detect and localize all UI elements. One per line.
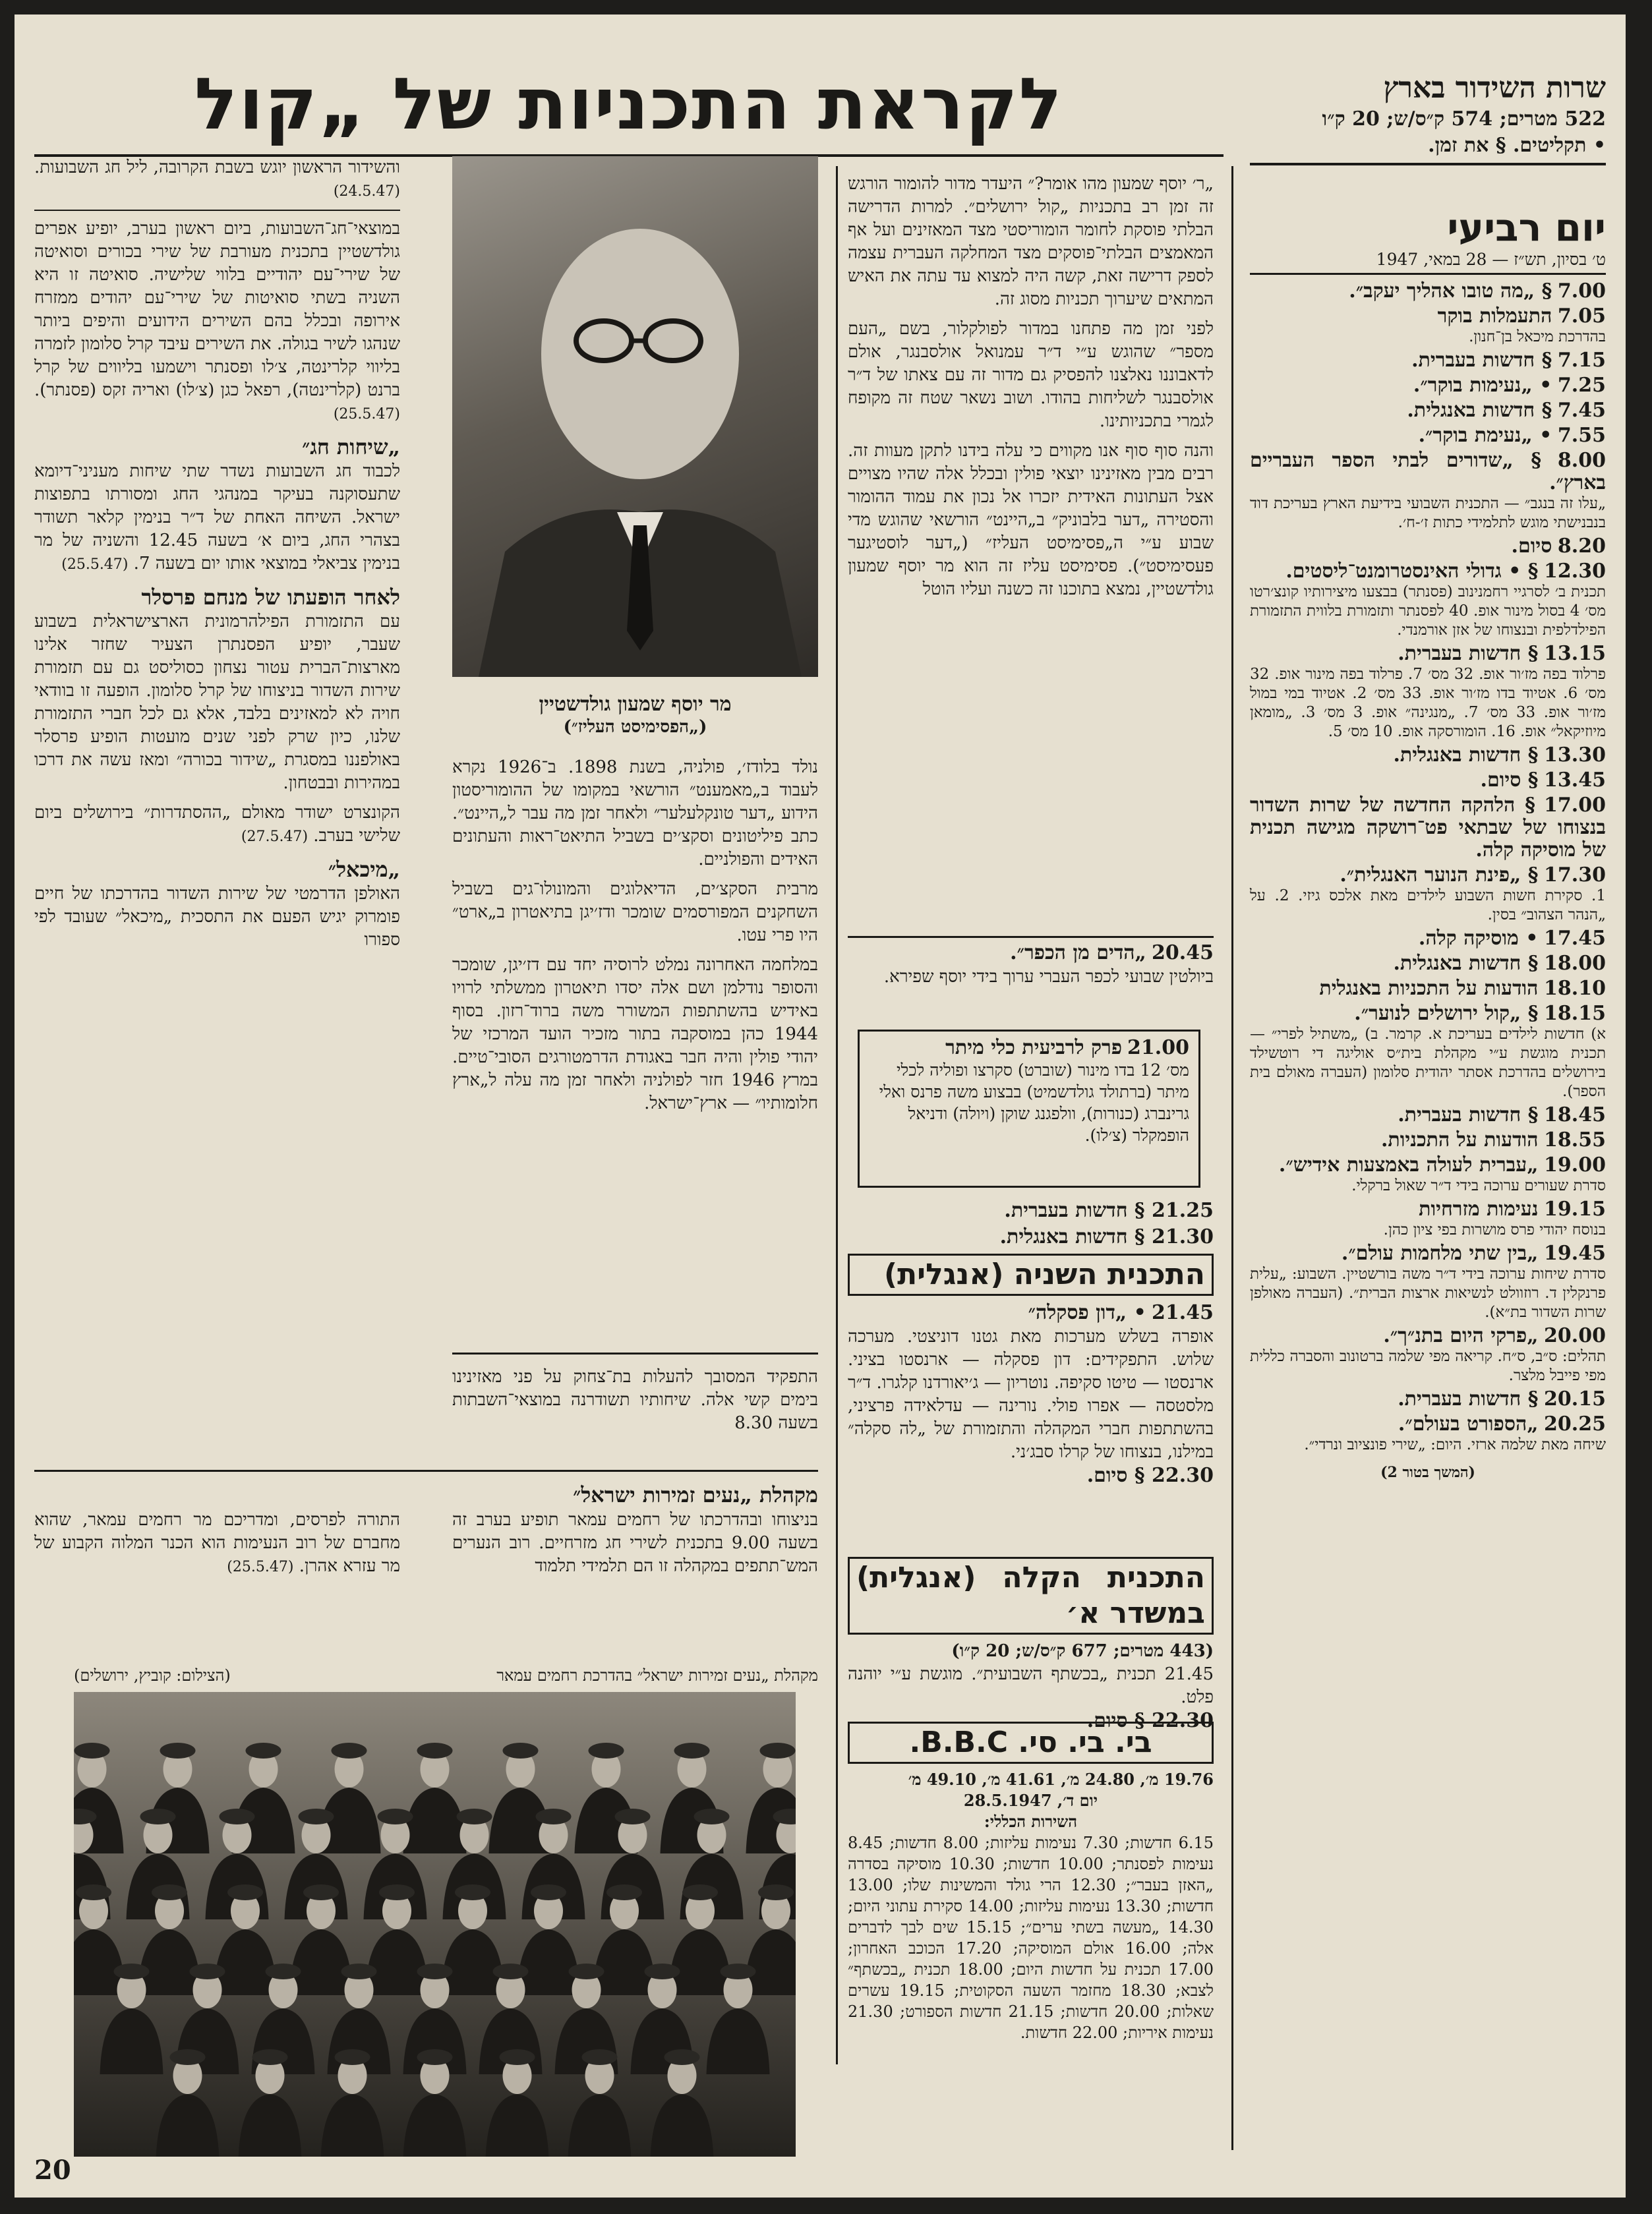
schedule-time: 12.30 [1544, 560, 1606, 583]
left-p2: לכבוד חג השבועות נשדר שתי שיחות מעניני־דיומא שתעסוקנה בעיקר במנהגי החג ומסורתו בתפוצות ישראל. השיחה האחת של ד״ר בנימין קלאר תשודר בצהרי החג, ביום א׳ בשעה 12.45 והשניה של מר בנימין צביאלי במוצאי אותו יום בשעה 7. [34, 461, 400, 573]
schedule-title: סיום. [1511, 535, 1552, 558]
schedule-title: • „נעימות בוקר״. [1413, 374, 1552, 397]
schedule-item [1250, 769, 1606, 792]
bio-paragraph: מרבית הסקצ׳ים, הדיאלוגים והמונולו־גים בשביל השחקנים המפורסמים שומכר ודז׳יגן בתיאטרון ב„ארט״ היו פרי עטו. [452, 879, 818, 945]
schedule-description: בנוסח יהודי פרס מושרות בפי ציון כהן. [1383, 1221, 1606, 1238]
left-subheading: „שיחות חג״ [302, 434, 400, 459]
schedule-column [1250, 206, 1606, 1484]
column-divider-2 [836, 166, 838, 2064]
schedule-title: • „נעימת בוקר״. [1418, 424, 1552, 447]
schedule-title: § חדשות בעברית. [1398, 1103, 1539, 1126]
middle-paragraph: והנה סוף סוף אנו מקווים כי עלה בידנו לתקן מעוות זה. רבים מבין מאזינינו יוצאי פולין ובכלל אלה שהיו מצויים אצל העתונות האידית יזכרו אל נכון את עמוד ההומור והסטירה „דער בלבוניק״ ב„היינט״ הורשאי שהוגש מדי שבוע ע״י ה„פסימיסט העליז״ („דער לוסטיגער פעסימיסט״). פסימיסט עליז זה הוא מר יוסף שמעון גולדשטיין, נמצא בתוכנו זה כשנה ועליו הוטל [848, 441, 1214, 599]
schedule-time: 20.00 [1544, 1324, 1606, 1347]
continued-note: (המשך בטור 2) [1380, 1464, 1475, 1481]
schedule-time: 20.25 [1544, 1413, 1606, 1436]
left-column [34, 156, 400, 958]
schedule-title: § „מה טובו אהליך יעקב״. [1349, 279, 1552, 303]
schedule-item [1250, 560, 1606, 640]
schedule-description: תכנית ב׳ לסרגיי רחמנינוב (פסנתר) בבצעו מיצירותיו קונצ׳רטו מס׳ 4 בסול מינור אופ. 40 לפסנתר ותזמורת בלווית התזמורת הפילדלפית ובנצוחו של אזן אורמנדי. [1250, 583, 1607, 639]
choir-top-rule [34, 1470, 818, 1472]
left-p2-date: (25.5.47) [61, 556, 129, 573]
schedule-title: § הלהקה החדשה של שרות השדור בנצוחו של שבתאי פט־רושקה מגישה תכנית של מוסיקה קלה. [1250, 794, 1606, 861]
schedule-time: 7.05 [1557, 305, 1606, 328]
portrait-caption-name: מר יוסף שמעון גולדשטיין [539, 693, 732, 716]
schedule-time: 17.45 [1544, 927, 1606, 950]
portrait-caption [452, 693, 818, 738]
schedule-time: 7.25 [1557, 374, 1606, 397]
bio-column [452, 756, 818, 1122]
schedule-item [1250, 1198, 1606, 1240]
schedule-time: 19.00 [1544, 1153, 1606, 1177]
second-program-text: אופרה בשלש מערכות מאת גטנו דוניצטי. מערכה שלוש. התפקידים: דון פסקלה — ארנסטו בציני. ארנסטו — טיטו סקיפה. נוטריון — ג׳יאורדנו קלגרו. ד״ר מלסטסה — אפרו פולי. נורינה — עדלאידה פרציני, בהשתתפות חברי המקהלה והתזמורת של „לה סקלה״ במילנו, בנצוחו של קרלו סבג׳ני. [848, 1327, 1214, 1462]
schedule-description: 1. סקירת חשות השבוע לילדים מאת אלכס גיזי. 2. על „הנהר הצהוב״ בסין. [1250, 887, 1606, 923]
schedule-title: § חדשות באנגלית. [1407, 399, 1552, 422]
schedule-item [1250, 399, 1606, 422]
left-p4-date: (27.5.47) [241, 829, 309, 845]
schedule-title: § „פינת הנוער האנגלית״. [1340, 863, 1539, 887]
day-date: ט׳ בסיון, תש״ז — 28 במאי, 1947 [1250, 249, 1606, 275]
schedule-description: תהלים: ס״ב, ס״ח. קריאה מפי שלמה ברטונוב והסברה כללית מפי פייבל מלצר. [1250, 1348, 1606, 1384]
schedule-description: שיחה מאת שלמה ארזי. היום: „שירי פונציוב ונרדי״. [1304, 1436, 1606, 1453]
schedule-time: 13.30 [1544, 743, 1606, 767]
schedule-time: 18.55 [1544, 1128, 1606, 1151]
choir-heading: מקהלת „נעים זמירות ישראל״ [573, 1482, 818, 1507]
schedule-time: 17.00 [1544, 794, 1606, 817]
light-program-end: 22.30 § סיום. [1086, 1709, 1214, 1732]
news-2125: 21.25 § חדשות בעברית. [1004, 1199, 1214, 1222]
schedule-item [1250, 1413, 1606, 1455]
second-program [848, 1254, 1214, 1487]
bio-rule [452, 1353, 818, 1355]
portrait-figure-icon [452, 156, 818, 677]
schedule-item [1250, 1388, 1606, 1411]
schedule-time: 13.15 [1544, 642, 1606, 665]
schedule-time: 19.45 [1544, 1242, 1606, 1265]
left-intro-text: והשידור הראשון יוגש בשבת הקרובה, ליל חג השבועות. [34, 158, 400, 177]
schedule-title: „פרקי היום בתנ״ך״. [1383, 1324, 1539, 1347]
bbc-date: יום ד׳, 28.5.1947 [963, 1791, 1098, 1810]
schedule-title: הודעות על התכניות. [1380, 1128, 1539, 1151]
schedule-item [1250, 535, 1606, 558]
schedule-item [1250, 424, 1606, 447]
schedule-item [1250, 1242, 1606, 1322]
schedule-item [1250, 450, 1606, 533]
bio-paragraph: במלחמה האחרונה נמלט לרוסיה יחד עם דז׳יגן, שומכר והסופר נודלמן ושם אלה יסדו תיאטרון ממשלתי לרויו באידיש בהשתתפות המשורר משה ברוד־רזון. בסוף 1944 כהן במוסקבה בתור מזכיר הועד המרכזי של יהודי פולין והיה חבר באגודת הדרמטורגים הסובי־טיים. במרץ 1946 חזר לפולניה ולאחר זמן מה עלה ל„ארץ חלומותיו״ — ארץ־ישראל. [452, 955, 818, 1113]
light-program-frequency: (443 מטרים; 677 ק״ס/ש; 20 ק״ו) [951, 1641, 1214, 1661]
light-program-item: 21.45 תכנית „בכשתף השבועית״. מוגשת ע״י יוהנה פלט. [848, 1664, 1214, 1707]
left-p1: במוצאי־חג־השבועות, ביום ראשון בערב, יופיע אפרים גולדשטיין בתכנית מעורבת של שירי בכורים וסואיטה של שירי־עם יהודיים בלווי שלישיה. סואיטה זו היא השניה בשתי סואיטות של שירי־עם יהודים ממזרח אירופה ובכלל בהם השירים הידועים והיפים ביותר שנהגו לשיר בגולה. את השירים עיבד קרל סלומון לזמרה בליווי קלרינטה, צ׳לו ופסנתר וישמעו בליווים של קרל ברנט (קלרינטה), רפאל כגן (צ׳לו) ואריה זקס (פסנתר). [34, 219, 400, 400]
quartet-text: מס׳ 12 בדו מינור (שוברט) סקרצו ופוליה לכלי מיתר (ברתולד גולדשמיט) בבצוע משה פרנס ואלי גרינברג (כנורות), וולפגנג שוקן (ויולה) ודניאל הופמקלר (צ׳לו). [879, 1061, 1189, 1145]
schedule-title: § חדשות בעברית. [1398, 642, 1539, 665]
schedule-item [1250, 952, 1606, 975]
left-paragraph [34, 460, 400, 576]
left-subheading: לאחר הופעתו של מנחם פרסלר [141, 585, 400, 610]
schedule-time: 17.30 [1544, 863, 1606, 887]
masthead-title: שרות השידור בארץ [1383, 71, 1606, 105]
schedule-item [1250, 1003, 1606, 1101]
bbc-section [848, 1722, 1214, 2043]
schedule-item [1250, 1129, 1606, 1151]
schedule-item [1250, 977, 1606, 1000]
bbc-schedule: 6.15 חדשות; 7.30 נעימות עליזות; 8.00 חדשות; 8.45 נעימות לפסנתר; 10.00 חדשות; 10.30 מוסיקה בסדרה „האזן בעבר״; 12.30 הרי גולד והמשינות שלו; 13.00 חדשות; 13.30 נעימות עליזות; 14.00 סקירת עתוני היום; 14.30 „מעשה בשתי ערים״; 15.15 שים לבך לדברים אלה; 16.00 אולם המוסיקה; 17.20 הכוכב האחרון; 17.00 תכנית על חדשות היום; 18.00 תכנית „בכשתף״ לצבא; 18.30 מחזמר השעה הסקוטית; 19.15 עשרים שאלות; 20.00 חדשות; 21.15 חדשות הספורט; 21.30 נעימות איריות; 22.00 חדשות. [848, 1834, 1214, 2042]
choir-left [34, 1509, 400, 1579]
second-program-heading: התכנית השניה (אנגלית) [848, 1254, 1214, 1296]
bbc-service: השירות הכללי: [984, 1812, 1078, 1831]
masthead-legend: • תקליטים. § את זמן. [1250, 132, 1606, 165]
schedule-item [1250, 349, 1606, 372]
choir-caption-text: מקהלת „נעים זמירות ישראל״ בהדרכת רחמים עמאר [496, 1666, 818, 1685]
schedule-title: § „שדורים לבתי הספר העבריים בארץ״. [1250, 449, 1606, 494]
schedule-item [1250, 1154, 1606, 1196]
schedule-item [1250, 1104, 1606, 1126]
left-p1-date: (25.5.47) [333, 406, 400, 422]
masthead [1250, 71, 1606, 165]
schedule-time: 18.10 [1544, 977, 1606, 1000]
choir-right [452, 1481, 818, 1578]
kfar-text: ביולטין שבועי לכפר העברי ערוך בידי יוסף שפירא. [883, 967, 1214, 987]
schedule-list [1250, 280, 1606, 1455]
schedule-title: הודעות על התכניות באנגלית [1319, 977, 1539, 1000]
schedule-time: 7.15 [1557, 349, 1606, 372]
left-subheading: „מיכאל״ [328, 857, 400, 882]
schedule-item [1250, 305, 1606, 347]
schedule-title: § • גדולי האינסטרומנט־ליסטים. [1285, 560, 1539, 583]
kfar-title: „הדים מן הכפר״. [1010, 941, 1146, 964]
schedule-time: 18.45 [1544, 1103, 1606, 1126]
choir-photo [74, 1692, 796, 2157]
left-intro-date: (24.5.47) [333, 183, 400, 200]
schedule-description: „עלו זה בנגב״ — התכנית השבועי בידיעת הארץ בעריכת דוד בנבנישתי מוגש לתלמידי כתות ז׳-ח׳. [1250, 495, 1606, 531]
schedule-item [1250, 927, 1606, 950]
bio-closing: התפקיד המסובך להעלות בת־צחוק על פני מאזינינו בימים קשי אלה. שיחותיו תשודרנה במוצאי־השבתות בשעה 8.30 [452, 1367, 818, 1433]
schedule-time: 7.00 [1557, 279, 1606, 303]
left-paragraph [34, 801, 400, 848]
choir-group-icon [74, 1692, 796, 2157]
left-intro [34, 156, 400, 203]
quartet-box [858, 1030, 1200, 1188]
left-paragraph [34, 218, 400, 426]
left-p4: הקונצרט ישודר מאולם „ההסתדרות״ בירושלים ביום שלישי בערב. [34, 803, 400, 846]
late-news [848, 1198, 1214, 1250]
schedule-time: 7.45 [1557, 399, 1606, 422]
choir-photo-caption [74, 1666, 818, 1685]
day-name: יום רביעי [1447, 205, 1606, 250]
schedule-title: § חדשות באנגלית. [1393, 743, 1539, 767]
schedule-time: 18.00 [1544, 952, 1606, 975]
news-2130: 21.30 § חדשות באנגלית. [999, 1225, 1214, 1248]
choir-date: (25.5.47) [227, 1559, 294, 1575]
schedule-item [1250, 643, 1606, 742]
quartet-time: 21.00 [1127, 1036, 1189, 1059]
second-program-time: 21.45 [1152, 1301, 1214, 1324]
page-number: 20 [34, 2155, 71, 2186]
schedule-title: „עברית לעולה באמצעות אידיש״. [1278, 1153, 1539, 1177]
middle-column [848, 173, 1214, 608]
schedule-time: 20.15 [1544, 1387, 1606, 1411]
schedule-item [1250, 794, 1606, 861]
left-rule [34, 210, 400, 211]
kfar-time: 20.45 [1152, 941, 1214, 964]
schedule-item [1250, 864, 1606, 925]
kfar-item [848, 941, 1214, 989]
schedule-description: סדרת שעורים ערוכה בידי ד״ר שאול ברקלי. [1351, 1177, 1606, 1194]
schedule-description: בהדרכת מיכאל בן־חנון. [1469, 328, 1606, 345]
portrait-caption-alias: („הפסימיסט העליז״) [563, 717, 707, 737]
schedule-title: § חדשות באנגלית. [1393, 952, 1539, 975]
schedule-item [1250, 280, 1606, 303]
middle-paragraph: „ר׳ יוסף שמעון מהו אומר?״ היעדר מדור להומור הורגש זה זמן רב בתכניות „קול ירושלים״. למרות הדרישה הבלתי פוסקת לחומר הומוריסטי מצד המאזינים ועל אף המאמצים הבלתי־פוסקים מצד המחלקה העברית עצמה לספק דרישה זאת, קשה היה למצוא עד עתה את האיש המתאים שיערוך תכניות מסוג זה. [848, 174, 1214, 309]
schedule-title: נעימות מזרחיות [1419, 1198, 1539, 1221]
left-paragraph: עם התזמורת הפילהרמונית הארצישראלית בשבוע שעבר, יופיע הפסנתרן הצעיר שחזר אלינו מארצות־הברית עטור נצחון כסוליסט גם עם תזמורת שירות השדור בניצוחו של קרל סלומון. הופעה זו בוודאי חויה לא למאזינים בלבד, אלא גם לכל חברי התזמורת שלנו, כיון שרק לפני שנים מועטות הופיע פרסלר באולפננו במסגרת „שידור בכורה״ ומאז עשה את דרכו במהירות ובבטחון. [34, 612, 400, 793]
schedule-item [1250, 1325, 1606, 1385]
choir-text-left: התורה לפרסים, ומדריכם מר רחמים עמאר, שהוא מחברם של רוב הנעימות הוא הכנר המלוה הקבוע של מר עזרא אהרן. [34, 1510, 400, 1576]
schedule-time: 19.15 [1544, 1198, 1606, 1221]
schedule-title: „הספורט בעולם״. [1398, 1413, 1539, 1436]
schedule-title: „בין שתי מלחמות עולם״. [1341, 1242, 1539, 1265]
schedule-title: התעמלות בוקר [1437, 305, 1552, 328]
schedule-description: א) חדשות לילדים בעריכת א. קרמר. ב) „משתיל לפרי״ — תכנית מוגשת ע״י מקהלת בית״ס אוליגה די רוטשילד בירושלים בהדרכת אסתר יהודית סלומון (העברה מאולם בית הספר). [1250, 1026, 1606, 1100]
second-program-end: 22.30 § סיום. [1086, 1464, 1214, 1487]
light-program [848, 1557, 1214, 1732]
middle-paragraph: לפני זמן מה פתחנו במדור לפולקלור, בשם „העם מספר״ שהוגש ע״י ד״ר עמנואל אולסבנגר, אולם לדאבוננו נאלצנו להפסיק גם מדור זה עם צאתו של ד״ר אולסבנגר לשליחות בהודו. ושוב נשאר שטח זה מקופח לגמרי בתכניותינו. [848, 319, 1214, 431]
schedule-title: § חדשות בעברית. [1398, 1387, 1539, 1411]
column-divider-1 [1231, 166, 1233, 2150]
light-program-heading: התכנית הקלה (אנגלית) במשדר א׳ [848, 1557, 1214, 1635]
bio-paragraph: נולד בלודז׳, פולניה, בשנת 1898. ב־1926 נקרא לעבוד ב„מאמענט״ הורשאי במקומו של ההומוריסטון הידוע „דער טונקלעלער״ ולאחר זמן מה עבר ל„היינט״. כתב פיליטונים וסקצ׳ים בשביל התיאט־ראות והעתונים האידים והפולניים. [452, 757, 818, 869]
schedule-description: סדרת שיחות ערוכה בידי ד״ר משה בורשטיין. השבוע: „עלית פרנקלין ד. רוזוולט לנשיאות ארצות הברית״. (העברה מאולפן שרות השדור בת״א). [1250, 1266, 1606, 1321]
masthead-frequency: 522 מטרים; 574 ק״ס/ש; 20 ק״ו [1322, 107, 1606, 131]
left-paragraph: האולפן הדרמטי של שירות השדור בהדרכתו של חיים פומרוק יגיש הפעם את התסכית „מיכאל״ שעובד לפי ספורו [34, 884, 400, 950]
bbc-heading: בי. בי. סי. B.B.C. [848, 1722, 1214, 1764]
rule-kfar [848, 936, 1214, 938]
headline: לקראת התכניות של „קול [194, 63, 1063, 146]
schedule-title: § „קול ירושלים לנוער״. [1354, 1002, 1539, 1025]
schedule-title: • מוסיקה קלה. [1418, 927, 1539, 950]
schedule-time: 8.00 [1557, 449, 1606, 472]
schedule-time: 18.15 [1544, 1002, 1606, 1025]
quartet-title: פרק לרביעית כלי מיתר [945, 1036, 1123, 1059]
schedule-item [1250, 744, 1606, 767]
schedule-time: 8.20 [1557, 535, 1606, 558]
magazine-page [15, 15, 1626, 2198]
schedule-time: 13.45 [1544, 769, 1606, 792]
bbc-frequency: 19.76 מ׳, 24.80 מ׳, 41.61 מ׳, 49.10 מ׳ [908, 1770, 1214, 1789]
second-program-title: • „דון פסקלה״ [1028, 1301, 1146, 1324]
schedule-time: 7.55 [1557, 424, 1606, 447]
portrait-photo [452, 156, 818, 677]
choir-text-right: בניצוחו ובהדרכתו של רחמים עמאר תופיע בערב זה בשעה 9.00 בתכנית לשירי חג מזרחיים. רוב הנערים המש־תתפים במקהלה זו הם תלמידי תלמוד [452, 1510, 818, 1576]
schedule-item [1250, 374, 1606, 397]
schedule-title: § סיום. [1480, 769, 1539, 792]
schedule-description: פרלוד בפה מז׳ור אופ. 32 מס׳ 7. פרלוד בפה מינור אופ. 32 מס׳ 6. אטיוד בדו מז׳ור אופ. 33 מס׳ 2. אטיוד במי במול מז׳ור אופ. 33 מס׳ 7. „מנגינה״ אופ. 3 מס׳ 3. „מומאן מיוזיקאל״ אופ. 16. הומורסקה אופ. 10 מס׳ 5. [1250, 666, 1607, 740]
choir-photo-credit: (הצילום: קוביץ, ירושלים) [74, 1666, 231, 1685]
schedule-title: § חדשות בעברית. [1411, 349, 1552, 372]
